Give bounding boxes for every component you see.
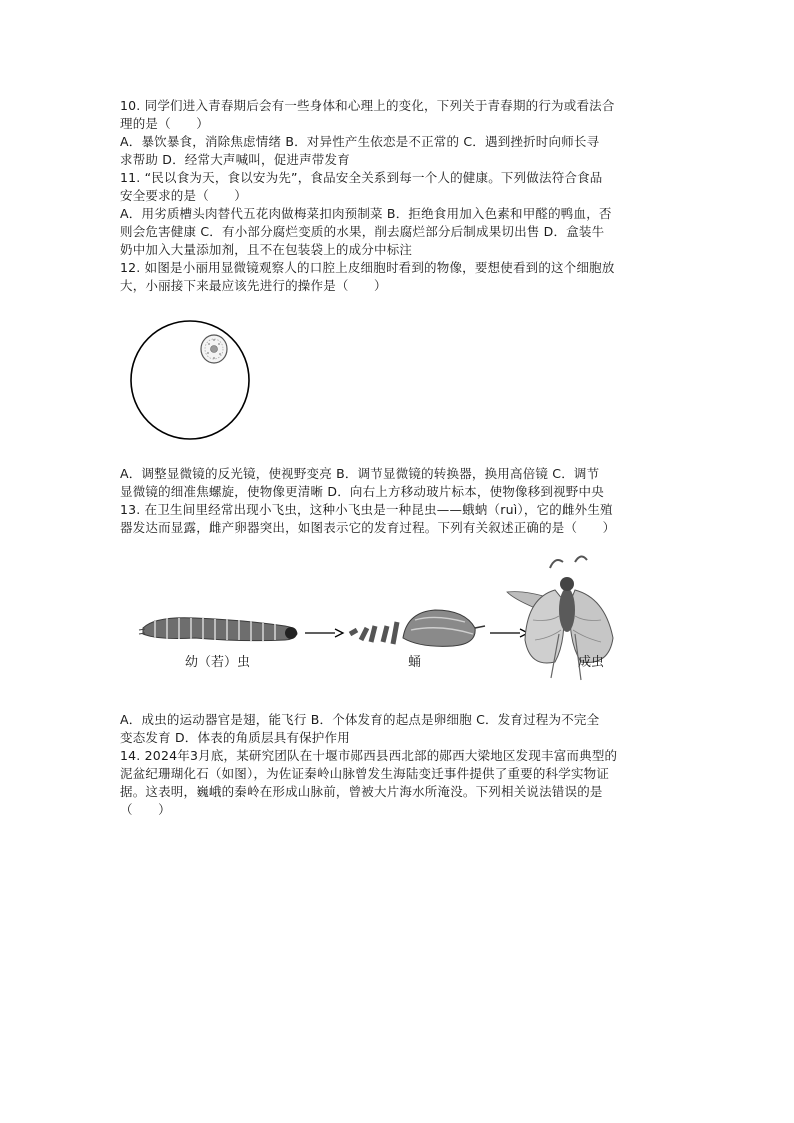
pupa-label: 蛹 bbox=[408, 655, 422, 670]
q10-stem-line1: 10. 同学们进入青春期后会有一些身体和心理上的变化，下列关于青春期的行为或看法合 bbox=[120, 98, 615, 113]
adult-label: 成虫 bbox=[578, 655, 605, 670]
epithelial-cell bbox=[201, 335, 227, 363]
arrow-pupa-to-adult bbox=[490, 629, 528, 637]
q14-stem-line3: 据。这表明，巍峨的秦岭在形成山脉前，曾被大片海水所淹没。下列相关说法错误的是 bbox=[120, 784, 603, 799]
q13-stem-line1: 13. 在卫生间里经常出现小飞虫，这种小飞虫是一种昆虫——蛾蚋（ruì），它的雌外生殖 bbox=[120, 502, 613, 517]
larva-image bbox=[139, 618, 297, 641]
field-of-view-circle bbox=[131, 321, 249, 439]
q12-stem-line1: 12. 如图是小丽用显微镜观察人的口腔上皮细胞时看到的物像，要想使看到的这个细胞放 bbox=[120, 260, 615, 275]
pupa-image bbox=[350, 610, 485, 646]
q12-options-line2: 显微镜的细准焦螺旋，使物像更清晰 D．向右上方移动玻片标本，使物像移到视野中央 bbox=[120, 484, 604, 499]
q13-stem-line2: 器发达而显露，雌产卵器突出，如图表示它的发育过程。下列有关叙述正确的是（ ） bbox=[120, 520, 616, 535]
q12-stem-line2: 大，小丽接下来最应该先进行的操作是（ ） bbox=[120, 278, 387, 293]
arrow-larva-to-pupa bbox=[305, 629, 343, 637]
q12-options-line1: A．调整显微镜的反光镜，使视野变亮 B．调节显微镜的转换器，换用高倍镜 C．调节 bbox=[120, 466, 600, 481]
microscope-field-figure bbox=[128, 318, 258, 448]
q14-stem-line1: 14. 2024年3月底，某研究团队在十堰市郧西县西北部的郧西大梁地区发现丰富而典型的 bbox=[120, 748, 618, 763]
q10-stem-line2: 理的是（ ） bbox=[120, 116, 209, 131]
q11-options-line1: A．用劣质槽头肉替代五花肉做梅菜扣肉预制菜 B．拒绝食用加入色素和甲醛的鸭血，否 bbox=[120, 206, 612, 221]
q14-stem-line2: 泥盆纪珊瑚化石（如图），为佐证秦岭山脉曾发生海陆变迁事件提供了重要的科学实物证 bbox=[120, 766, 610, 781]
q13-options-line1: A．成虫的运动器官是翅，能飞行 B．个体发育的起点是卵细胞 C．发育过程为不完全 bbox=[120, 712, 600, 727]
q10-options-line2: 求帮助 D．经常大声喊叫，促进声带发育 bbox=[120, 152, 350, 167]
larva-label: 幼（若）虫 bbox=[185, 655, 251, 670]
q11-stem-line2: 安全要求的是（ ） bbox=[120, 188, 248, 203]
q11-options-line2: 则会危害健康 C．有小部分腐烂变质的水果，削去腐烂部分后制成果切出售 D．盒装牛 bbox=[120, 224, 605, 239]
q14-stem-line4: （ ） bbox=[120, 802, 171, 817]
q11-options-line3: 奶中加入大量添加剂，且不在包装袋上的成分中标注 bbox=[120, 242, 413, 257]
q13-options-line2: 变态发育 D．体表的角质层具有保护作用 bbox=[120, 730, 350, 745]
q10-options-line1: A．暴饮暴食，消除焦虑情绪 B．对异性产生依恋是不正常的 C．遇到挫折时向师长寻 bbox=[120, 134, 600, 149]
q11-stem-line1: 11. “民以食为天，食以安为先”，食品安全关系到每一个人的健康。下列做法符合食品 bbox=[120, 170, 603, 185]
